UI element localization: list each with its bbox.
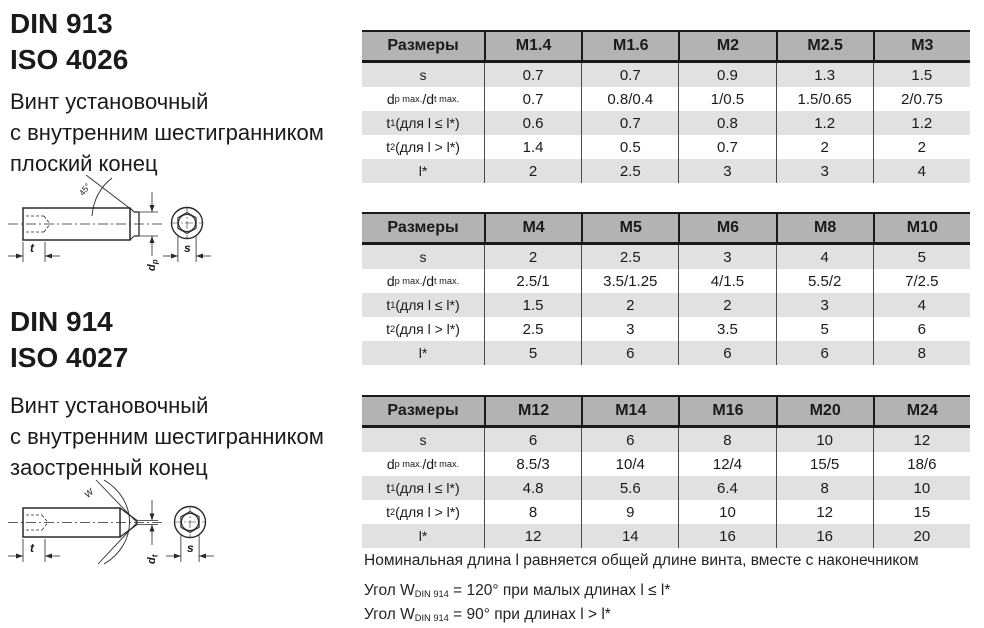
value-cell: 2: [484, 159, 581, 183]
value-cell: 0.8/0.4: [581, 87, 678, 111]
value-cell: 16: [678, 524, 775, 548]
dp-dim-label: $d_p$: [146, 259, 160, 271]
value-cell: 10: [678, 500, 775, 524]
standard-iso-4027: ISO 4027: [10, 342, 129, 373]
table-row: [362, 500, 970, 524]
note-angle-90: Угол $W_{DIN 914} = 90^\circ$ при длинах l > l*: [364, 606, 611, 624]
column-header: M20: [776, 397, 873, 425]
value-cell: 2.5/1: [484, 269, 581, 293]
table-header-row: [362, 395, 970, 428]
value-cell: 1.3: [776, 63, 873, 87]
row-label: l*: [418, 528, 428, 544]
value-cell: 1/0.5: [678, 87, 775, 111]
row-label: d p max. /d t max.: [386, 273, 460, 289]
value-cell: 5.6: [581, 476, 678, 500]
table-row: [362, 452, 970, 476]
value-cell: 4.8: [484, 476, 581, 500]
table-row: [362, 293, 970, 317]
value-cell: 10/4: [581, 452, 678, 476]
value-cell: 8: [678, 428, 775, 452]
t-dim-label: t: [30, 241, 34, 255]
table-row: [362, 63, 970, 87]
value-cell: 0.7: [484, 87, 581, 111]
value-cell: 3: [678, 159, 775, 183]
t-dim-label: t: [30, 541, 34, 555]
value-cell: 1.2: [776, 111, 873, 135]
header-title: Размеры: [387, 37, 459, 54]
value-cell: 15: [873, 500, 970, 524]
column-header: M2: [678, 32, 775, 60]
row-label: s: [419, 249, 427, 265]
row-label: t 2 (для l > l*): [386, 321, 460, 337]
standard-heading-din913: [10, 6, 128, 78]
value-cell: 3: [776, 159, 873, 183]
value-cell: 18/6: [873, 452, 970, 476]
value-cell: 6: [484, 428, 581, 452]
header-title: Размеры: [387, 402, 459, 419]
column-header: M5: [581, 214, 678, 242]
value-cell: 1.2: [873, 111, 970, 135]
angle-45-label: 45°: [76, 181, 93, 198]
value-cell: 3.5/1.25: [581, 269, 678, 293]
cone-point-screw-drawing: [0, 460, 240, 578]
table-header-row: [362, 30, 970, 63]
standard-iso-4026: ISO 4026: [10, 44, 129, 75]
row-label: t 2 (для l > l*): [386, 504, 460, 520]
value-cell: 5: [484, 341, 581, 365]
desc-line: Винт установочный: [10, 89, 209, 114]
value-cell: 2: [678, 293, 775, 317]
value-cell: 8: [484, 500, 581, 524]
value-cell: 12: [873, 428, 970, 452]
value-cell: 6.4: [678, 476, 775, 500]
value-cell: 8.5/3: [484, 452, 581, 476]
table-row: [362, 245, 970, 269]
value-cell: 2: [484, 245, 581, 269]
value-cell: 0.9: [678, 63, 775, 87]
value-cell: 6: [776, 341, 873, 365]
standard-din-914: DIN 914: [10, 306, 113, 337]
desc-line: заостренный конец: [10, 455, 208, 480]
value-cell: 9: [581, 500, 678, 524]
value-cell: 20: [873, 524, 970, 548]
value-cell: 7/2.5: [873, 269, 970, 293]
value-cell: 5: [873, 245, 970, 269]
value-cell: 14: [581, 524, 678, 548]
value-cell: 5.5/2: [776, 269, 873, 293]
row-label: t 1 (для l ≤ l*): [386, 297, 460, 313]
value-cell: 1.5: [484, 293, 581, 317]
value-cell: 10: [873, 476, 970, 500]
column-header: M16: [678, 397, 775, 425]
column-header: M10: [873, 214, 970, 242]
value-cell: 0.7: [678, 135, 775, 159]
table-row: [362, 159, 970, 183]
row-label: s: [419, 432, 427, 448]
table-header-row: [362, 212, 970, 245]
column-header: M24: [873, 397, 970, 425]
value-cell: 2.5: [484, 317, 581, 341]
desc-line: с внутренним шестигранником: [10, 424, 324, 449]
column-header: M2.5: [776, 32, 873, 60]
row-label: l*: [418, 345, 428, 361]
table-row: [362, 111, 970, 135]
w-angle-label: W: [82, 486, 96, 500]
row-label: l*: [418, 163, 428, 179]
value-cell: 0.6: [484, 111, 581, 135]
table-row: [362, 476, 970, 500]
row-label: t 2 (для l > l*): [386, 139, 460, 155]
value-cell: 12: [776, 500, 873, 524]
value-cell: 1.5: [873, 63, 970, 87]
header-title: Размеры: [387, 219, 459, 236]
value-cell: 10: [776, 428, 873, 452]
column-header: M4: [484, 214, 581, 242]
value-cell: 0.7: [484, 63, 581, 87]
value-cell: 3: [776, 293, 873, 317]
value-cell: 15/5: [776, 452, 873, 476]
value-cell: 4: [776, 245, 873, 269]
row-label: d p max. /d t max.: [386, 456, 460, 472]
note-angle-120: Угол $W_{DIN 914} = 120^\circ$ при малых длинах l ≤ l*: [364, 582, 671, 600]
column-header: M8: [776, 214, 873, 242]
standard-din-913: DIN 913: [10, 8, 113, 39]
value-cell: 3.5: [678, 317, 775, 341]
column-header: M14: [581, 397, 678, 425]
value-cell: 2.5: [581, 245, 678, 269]
table-row: [362, 341, 970, 365]
value-cell: 0.7: [581, 63, 678, 87]
value-cell: 4: [873, 159, 970, 183]
value-cell: 5: [776, 317, 873, 341]
column-header: M3: [873, 32, 970, 60]
value-cell: 2/0.75: [873, 87, 970, 111]
dimensions-table-m4-to-m10: [362, 212, 970, 365]
table-row: [362, 524, 970, 548]
value-cell: 3: [678, 245, 775, 269]
value-cell: 4/1.5: [678, 269, 775, 293]
desc-line: Винт установочный: [10, 393, 209, 418]
table-row: [362, 317, 970, 341]
value-cell: 3: [581, 317, 678, 341]
description-din913: [10, 86, 324, 179]
value-cell: 2: [776, 135, 873, 159]
value-cell: 2.5: [581, 159, 678, 183]
column-header: M6: [678, 214, 775, 242]
desc-line: плоский конец: [10, 151, 158, 176]
value-cell: 1.4: [484, 135, 581, 159]
value-cell: 0.5: [581, 135, 678, 159]
dt-dim-label: $d_t$: [146, 554, 160, 564]
value-cell: 16: [776, 524, 873, 548]
column-header: M1.4: [484, 32, 581, 60]
value-cell: 12: [484, 524, 581, 548]
s-dim-label: s: [187, 541, 194, 555]
desc-line: с внутренним шестигранником: [10, 120, 324, 145]
value-cell: 8: [873, 341, 970, 365]
s-dim-label: s: [184, 241, 191, 255]
value-cell: 6: [581, 341, 678, 365]
value-cell: 2: [581, 293, 678, 317]
value-cell: 8: [776, 476, 873, 500]
table-row: [362, 135, 970, 159]
row-label: t 1 (для l ≤ l*): [386, 480, 460, 496]
dimensions-table-m12-to-m24: [362, 395, 970, 548]
value-cell: 6: [581, 428, 678, 452]
value-cell: 4: [873, 293, 970, 317]
value-cell: 0.7: [581, 111, 678, 135]
value-cell: 1.5/0.65: [776, 87, 873, 111]
table-row: [362, 269, 970, 293]
value-cell: 12/4: [678, 452, 775, 476]
table-row: [362, 87, 970, 111]
row-label: d p max. /d t max.: [386, 91, 460, 107]
value-cell: 6: [678, 341, 775, 365]
note-nominal-length: Номинальная длина l равняется общей длине винта, вместе с наконечником: [364, 552, 919, 569]
value-cell: 2: [873, 135, 970, 159]
flat-point-screw-drawing: [0, 170, 240, 282]
row-label: t 1 (для l ≤ l*): [386, 115, 460, 131]
column-header: M1.6: [581, 32, 678, 60]
standard-heading-din914: [10, 304, 128, 376]
value-cell: 0.8: [678, 111, 775, 135]
column-header: M12: [484, 397, 581, 425]
dimensions-table-m1-4-to-m3: [362, 30, 970, 183]
value-cell: 6: [873, 317, 970, 341]
table-row: [362, 428, 970, 452]
row-label: s: [419, 67, 427, 83]
